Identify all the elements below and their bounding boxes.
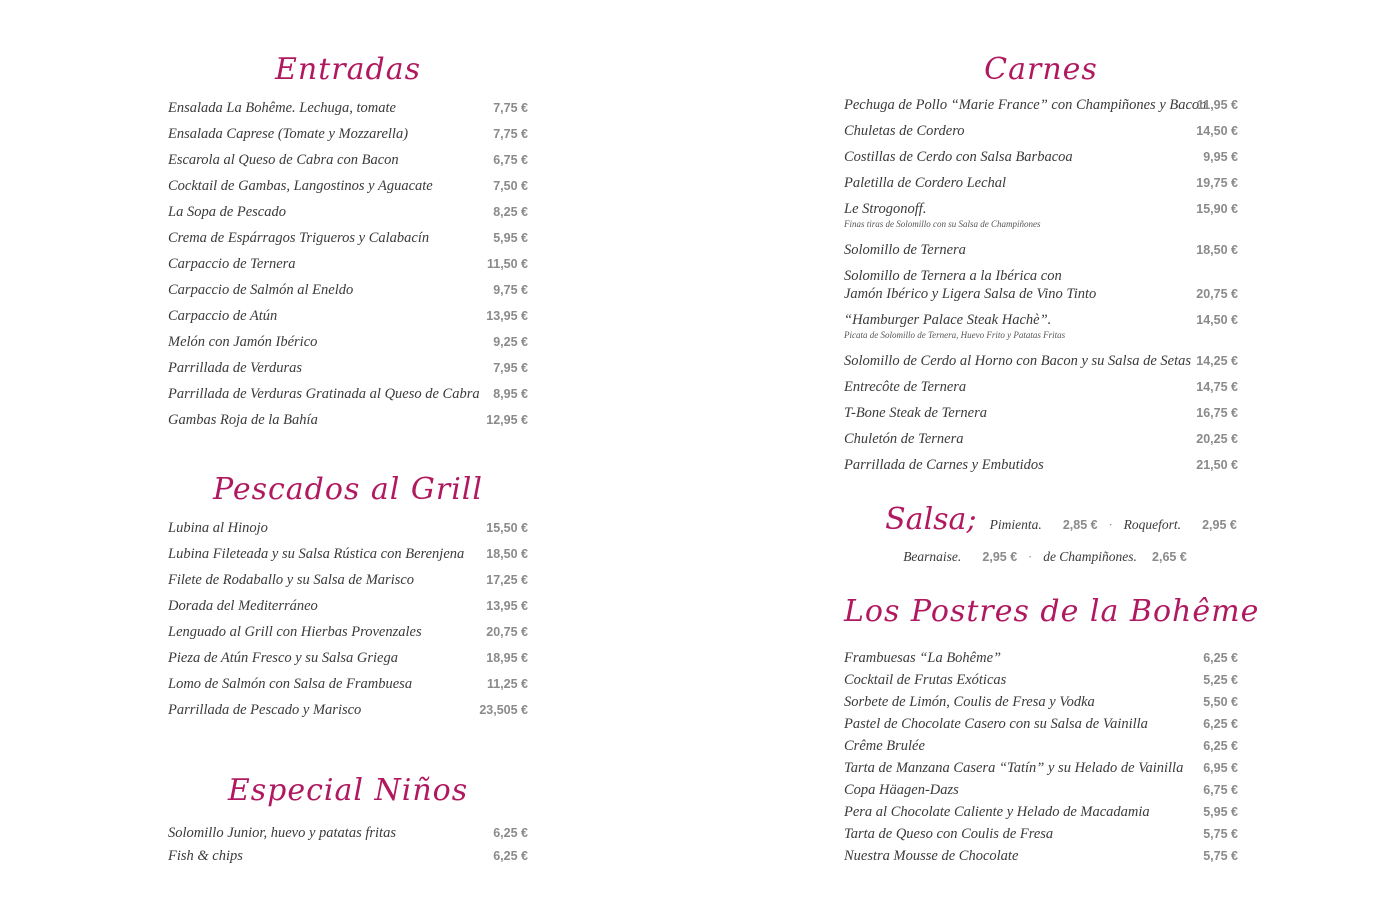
menu-item-name: Chuletas de Cordero [844,123,965,139]
menu-item-row [844,201,1238,242]
menu-item-price: 7,95 € [493,361,528,375]
menu-item-price: 9,95 € [1203,150,1238,164]
menu-item-row [168,572,528,598]
menu-item-name: Lubina Fileteada y su Salsa Rústica con Berenjena [168,546,465,562]
salsa-item-name: Bearnaise. [903,549,962,564]
menu-item-name: Solomillo de Ternera [844,242,966,258]
menu-item-price: 8,95 € [493,387,528,401]
menu-item-name: Nuestra Mousse de Chocolate [844,848,1019,864]
menu-item-name: Solomillo de Ternera a la Ibérica con [844,268,1062,284]
menu-item-name: Costillas de Cerdo con Salsa Barbacoa [844,149,1073,165]
menu-item-row [168,334,528,360]
menu-item-row [844,97,1238,123]
menu-item-row [168,152,528,178]
menu-item-name: Paletilla de Cordero Lechal [844,175,1007,191]
menu-item-name: T-Bone Steak de Ternera [844,405,987,421]
menu-item-row [168,256,528,282]
menu-item-row [844,379,1238,405]
menu-item-name: Escarola al Queso de Cabra con Bacon [168,152,399,168]
menu-item-name: Carpaccio de Atún [168,308,278,324]
menu-item-price: 18,95 € [486,651,528,665]
menu-item-price: 9,25 € [493,335,528,349]
menu-item-row [168,702,528,728]
menu-item-price: 11,50 € [486,257,528,271]
menu-item-row [168,308,528,334]
menu-item-row [844,123,1238,149]
menu-item-name: Ensalada Caprese (Tomate y Mozzarella) [168,126,409,142]
menu-item-name: Parrillada de Verduras [168,360,302,376]
menu-item-name: Parrillada de Pescado y Marisco [168,702,362,718]
menu-item-name: Pechuga de Pollo “Marie France” con Champiñones y Bacon [844,97,1207,113]
menu-item-description: Picata de Solomillo de Ternera, Huevo Frito y Patatas Fritas [844,330,1066,340]
menu-item-price: 14,50 € [1196,124,1238,138]
menu-item-price: 20,25 € [1196,432,1238,446]
menu-item-name: Le Strogonoff. [844,201,927,217]
menu-item-row [844,738,1238,760]
menu-item-row [844,848,1238,870]
menu-item-price: 13,95 € [486,599,528,613]
menu-item-row [844,760,1238,782]
menu-item-price: 5,95 € [493,231,528,245]
menu-item-name: Gambas Roja de la Bahía [168,412,318,428]
section-title-postres: Los Postres de la Bohême [844,594,1260,629]
menu-item-price: 14,50 € [1196,313,1238,327]
menu-item-name: Carpaccio de Ternera [168,256,296,272]
menu-item-name: Copa Häagen-Dazs [844,782,959,798]
menu-item-name: Parrillada de Verduras Gratinada al Queso de Cabra [168,386,480,402]
menu-item-name: Ensalada La Bohême. Lechuga, tomate [168,100,396,116]
menu-item-price: 20,75 € [1196,287,1238,301]
menu-item-name: Cocktail de Gambas, Langostinos y Aguacate [168,178,433,194]
menu-item-price: 6,25 € [1203,739,1238,753]
menu-item-row [844,804,1238,826]
menu-item-description: Finas tiras de Solomillo con su Salsa de Champiñones [844,219,1041,229]
section-title-pescados: Pescados al Grill [213,472,483,507]
menu-item-price: 11,95 € [1196,98,1238,112]
menu-item-price: 21,50 € [1196,458,1238,472]
menu-item-price: 11,25 € [486,677,528,691]
menu-item-price: 19,75 € [1196,176,1238,190]
menu-item-name: Lubina al Hinojo [168,520,268,536]
menu-item-row [844,650,1238,672]
menu-item-name: La Sopa de Pescado [168,204,286,220]
menu-item-row [168,825,528,848]
menu-item-name: Lenguado al Grill con Hierbas Provenzales [168,624,422,640]
menu-item-name: Cocktail de Frutas Exóticas [844,672,1007,688]
menu-item-price: 23,505 € [479,703,528,717]
menu-item-name: Tarta de Manzana Casera “Tatín” y su Helado de Vainilla [844,760,1184,776]
menu-item-row [168,520,528,546]
menu-item-price: 6,25 € [493,826,528,840]
menu-item-name: Pastel de Chocolate Casero con su Salsa de Vainilla [844,716,1148,732]
menu-item-name: Melón con Jamón Ibérico [168,334,318,350]
menu-item-row [844,457,1238,483]
menu-item-name: Dorada del Mediterráneo [168,598,318,614]
salsa-item-name: Pimienta. [989,517,1042,532]
menu-item-price: 18,50 € [486,547,528,561]
menu-item-row [168,598,528,624]
menu-item-row [168,282,528,308]
menu-item-price: 5,95 € [1203,805,1238,819]
menu-item-name: Carpaccio de Salmón al Eneldo [168,282,354,298]
menu-item-name: Solomillo Junior, huevo y patatas fritas [168,825,396,841]
salsa-line-1 [864,502,1258,537]
menu-item-row [844,405,1238,431]
menu-item-price: 6,95 € [1203,761,1238,775]
menu-item-name: Solomillo de Cerdo al Horno con Bacon y su Salsa de Setas [844,353,1192,369]
menu-item-row [844,149,1238,175]
menu-item-row [844,268,1238,312]
salsa-item-name: Roquefort. [1123,517,1182,532]
salsa-item-price: 2,85 € [1062,518,1098,532]
menu-item-row [844,431,1238,457]
menu-item-name: Lomo de Salmón con Salsa de Frambuesa [168,676,413,692]
salsa-separator: · [1028,550,1033,564]
salsa-line-2 [848,546,1242,565]
menu-item-name: Entrecôte de Ternera [844,379,967,395]
menu-item-row [844,242,1238,268]
menu-item-price: 7,75 € [493,101,528,115]
section-title-ninos: Especial Niños [227,773,469,808]
menu-item-row [844,312,1238,353]
menu-item-row [168,624,528,650]
salsa-item-price: 2,95 € [982,550,1018,564]
salsa-separator: · [1108,518,1113,532]
menu-item-price: 6,25 € [1203,717,1238,731]
menu-item-name: Tarta de Queso con Coulis de Fresa [844,826,1054,842]
menu-item-price: 7,50 € [493,179,528,193]
menu-item-name: “Hamburger Palace Steak Hachè”. [844,312,1052,328]
menu-item-name: Sorbete de Limón, Coulis de Fresa y Vodka [844,694,1095,710]
menu-item-row [168,546,528,572]
menu-item-price: 8,25 € [493,205,528,219]
menu-item-name: Chuletón de Ternera [844,431,964,447]
menu-item-row [844,694,1238,716]
menu-item-price: 15,90 € [1196,202,1238,216]
section-title-entradas: Entradas [275,52,421,87]
menu-item-price: 5,75 € [1203,827,1238,841]
menu-item-name: Crême Brulée [844,738,925,754]
menu-item-row [168,178,528,204]
menu-item-price: 20,75 € [486,625,528,639]
menu-item-price: 6,25 € [493,849,528,863]
menu-item-price: 14,25 € [1196,354,1238,368]
menu-item-row [844,782,1238,804]
menu-item-price: 9,75 € [493,283,528,297]
menu-item-row [168,230,528,256]
menu-item-name-continued: Jamón Ibérico y Ligera Salsa de Vino Tinto [844,286,1097,302]
menu-item-name: Crema de Espárragos Trigueros y Calabacín [168,230,430,246]
menu-item-name: Frambuesas “La Bohême” [844,650,1002,666]
menu-item-price: 13,95 € [486,309,528,323]
menu-item-row [844,353,1238,379]
menu-item-row [168,386,528,412]
menu-item-price: 15,50 € [486,521,528,535]
menu-item-row [168,126,528,152]
salsa-item-price: 2,65 € [1152,550,1187,564]
section-title-carnes: Carnes [984,52,1098,87]
salsa-title: Salsa; [885,502,977,537]
menu-item-row [844,175,1238,201]
salsa-block [844,502,1238,572]
menu-item-name: Pera al Chocolate Caliente y Helado de Macadamia [844,804,1150,820]
menu-item-price: 5,50 € [1203,695,1238,709]
salsa-item-name: de Champiñones. [1043,549,1137,564]
menu-item-row [168,204,528,230]
menu-item-row [844,826,1238,848]
menu-item-name: Pieza de Atún Fresco y su Salsa Griega [168,650,398,666]
menu-item-name: Fish & chips [168,848,243,864]
menu-item-name: Parrillada de Carnes y Embutidos [844,457,1044,473]
menu-item-row [168,360,528,386]
menu-item-price: 18,50 € [1196,243,1238,257]
menu-item-row [168,650,528,676]
menu-item-row [844,672,1238,694]
menu-item-price: 14,75 € [1196,380,1238,394]
salsa-item-price: 2,95 € [1202,518,1237,532]
menu-item-price: 5,25 € [1203,673,1238,687]
menu-item-price: 6,75 € [493,153,528,167]
menu-item-price: 12,95 € [486,413,528,427]
menu-item-price: 6,75 € [1203,783,1238,797]
menu-item-price: 6,25 € [1203,651,1238,665]
menu-item-price: 16,75 € [1196,406,1238,420]
menu-item-row [168,100,528,126]
menu-item-price: 7,75 € [493,127,528,141]
menu-item-price: 17,25 € [486,573,528,587]
menu-item-row [168,676,528,702]
menu-item-row [844,716,1238,738]
menu-item-price: 5,75 € [1203,849,1238,863]
menu-item-name: Filete de Rodaballo y su Salsa de Marisco [168,572,415,588]
menu-item-row [168,412,528,438]
menu-item-row [168,848,528,871]
